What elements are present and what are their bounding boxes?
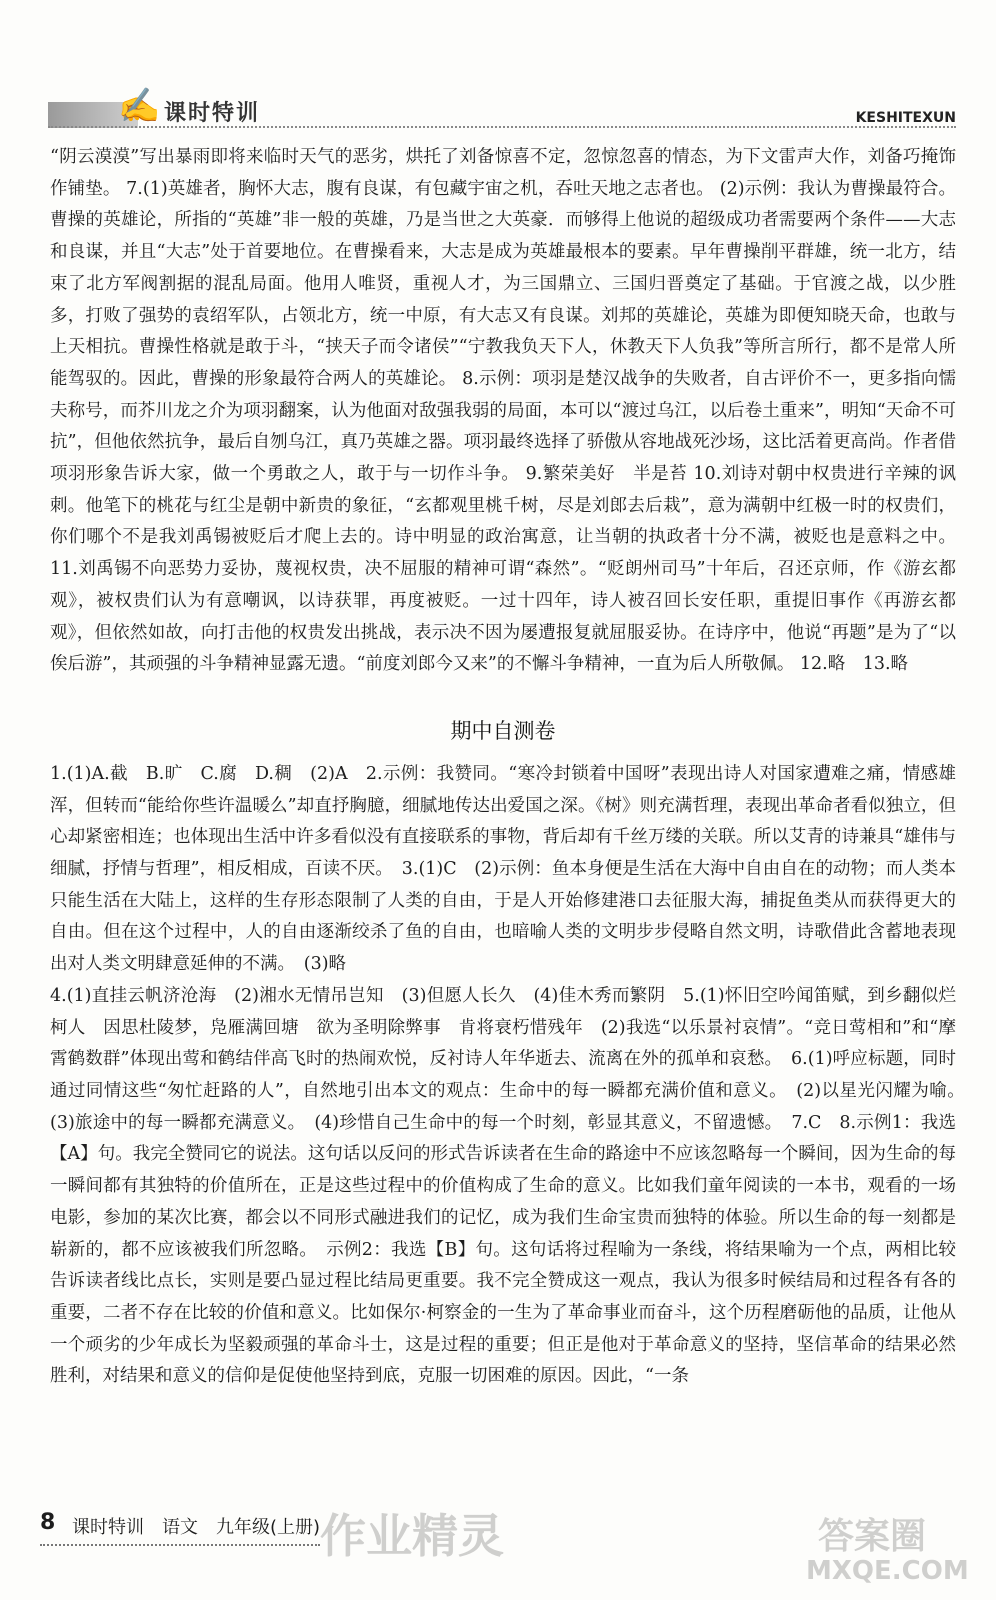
watermark-site: MXQE.COM xyxy=(806,1556,969,1586)
page-content xyxy=(50,142,974,1393)
watermark-logo: 答案圈 xyxy=(818,1516,927,1557)
page-header xyxy=(0,0,996,140)
answer-paragraph: 4.(1)直挂云帆济沧海 (2)湘水无情吊岂知 (3)但愿人长久 (4)佳木秀而繁阴 5.(1)怀旧空吟闻笛赋，到乡翻似烂柯人 因思杜陵梦，凫雁满回塘 欲为圣明除弊事 肯将衰朽惜残年 (2)我选“以乐景衬哀情”。“竞日莺相和”和“摩霄鹤数群”体现出莺和鹤结伴高飞时的热闹欢悦，反衬诗人年华逝去、流离在外的孤单和哀愁。 6.(1)呼应标题，同时通过同情这些“匆忙赶路的人”，自然地引出本文的观点：生命中的每一瞬都充满价值和意义。 (2)以星光闪耀为喻。 (3)旅途中的每一瞬都充满意义。 (4)珍惜自己生命中的每一个时刻，彰显其意义，不留遗憾。 7.C 8.示例1：我选【A】句。我完全赞同它的说法。这句话以反问的形式告诉读者在生命的路途中不应该忽略每一个瞬间，因为生命的每一瞬间都有其独特的价值所在，正是这些过程中的价值构成了生命的意义。比如我们童年阅读的一本书，观看的一场电影，参加的某次比赛，都会以不同形式融进我们的记忆，成为我们生命宝贵而独特的体验。所以生命的每一刻都是崭新的，都不应该被我们所忽略。 示例2：我选【B】句。这句话将过程喻为一条线，将结果喻为一个点，两相比较告诉读者线比点长，实则是要凸显过程比结局更重要。我不完全赞成这一观点，我认为很多时候结局和过程各有各的重要，二者不存在比较的价值和意义。比如保尔·柯察金的一生为了革命事业而奋斗，这个历程磨砺他的品质，让他从一个顽劣的少年成长为坚毅顽强的革命斗士，这是过程的重要；但正是他对于革命意义的坚持，坚信革命的结果必然胜利，对结果和意义的信仰是促使他坚持到底，克服一切困难的原因。因此，“一条 xyxy=(50,985,974,1387)
answer-paragraph: “阴云漠漠”写出暴雨即将来临时天气的恶劣，烘托了刘备惊喜不定，忽惊忽喜的情态，为下文雷声大作，刘备巧掩饰作铺垫。 7.(1)英雄者，胸怀大志，腹有良谋，有包藏宇宙之机，吞吐天地之志者也。 (2)示例：我认为曹操最符合。曹操的英雄论，所指的“英雄”非一般的英雄，乃是当世之大英豪．而够得上他说的超级成功者需要两个条件——大志和良谋，并且“大志”处于首要地位。在曹操看来，大志是成为英雄最根本的要素。早年曹操削平群雄，统一北方，结束了北方军阀割据的混乱局面。他用人唯贤，重视人才，为三国鼎立、三国归晋奠定了基础。于官渡之战，以少胜多，打败了强势的袁绍军队，占领北方，统一中原，有大志又有良谋。刘邦的英雄论，英雄为即便知晓天命，也敢与上天相抗。曹操性格就是敢于斗，“挟天子而令诸侯”“宁教我负天下人，休教天下人负我”等所言所行，都不是常人所能驾驭的。因此，曹操的形象最符合两人的英雄论。 8.示例：项羽是楚汉战争的失败者，自古评价不一，更多指向懦夫称号，而芥川龙之介为项羽翻案，认为他面对敌强我弱的局面，本可以“渡过乌江，以后卷土重来”，明知“天命不可抗”，但他依然抗争，最后自刎乌江，真乃英雄之器。项羽最终选择了骄傲从容地战死沙场，这比活着更高尚。作者借项羽形象告诉大家，做一个勇敢之人，敢于与一切作斗争。 9.繁荣美好 半是苔 10.刘诗对朝中权贵进行辛辣的讽刺。他笔下的桃花与红尘是朝中新贵的象征，“玄都观里桃千树，尽是刘郎去后栽”，意为满朝中红极一时的权贵们，你们哪个不是我刘禹锡被贬后才爬上去的。诗中明显的政治寓意，让当朝的执政者十分不满，被贬也是意料之中。 11.刘禹锡不向恶势力妥协，蔑视权贵，决不屈服的精神可谓“森然”。“贬朗州司马”十年后，召还京师，作《游玄都观》，被权贵们认为有意嘲讽，以诗获罪，再度被贬。一过十四年，诗人被召回长安任职，重提旧事作《再游玄都观》，但依然如故，向打击他的权贵发出挑战，表示决不因为屡遭报复就屈服妥协。在诗序中，他说“再题”是为了“以俟后游”，其顽强的斗争精神显露无遗。“前度刘郎今又来”的不懈斗争精神，一直为后人所敬佩。 12.略 13.略 xyxy=(50,147,956,675)
watermark-text: 作业精灵 xyxy=(320,1509,504,1563)
header-divider xyxy=(48,126,956,128)
answer-paragraph: 1.(1)A.截 B.旷 C.腐 D.稠 (2)A 2.示例：我赞同。“寒冷封锁着中国呀”表现出诗人对国家遭难之痛，情感雄浑，但转而“能给你些许温暖么”却直抒胸臆，细腻地传达出爱国之深。《树》则充满哲理，表现出革命者看似独立，但心却紧密相连；也体现出生活中许多看似没有直接联系的事物，背后却有千丝万缕的关联。所以艾青的诗兼具“雄伟与细腻，抒情与哲理”，相反相成，百读不厌。 3.(1)C (2)示例：鱼本身便是生活在大海中自由自在的动物；而人类本只能生活在大陆上，这样的生存形态限制了人类的自由，于是人开始修建港口去征服大海，捕捉鱼类从而获得更大的自由。但在这个过程中，人的自由逐渐绞杀了鱼的自由，也暗喻人类的文明步步侵略自然文明，诗歌借此含蓄地表现出对人类文明肆意延伸的不满。 (3)略 xyxy=(50,763,956,975)
pen-icon: ✍ xyxy=(118,86,161,126)
footer-divider xyxy=(40,1544,320,1546)
header-right-label: KESHITEXUN xyxy=(855,110,956,126)
header-title: 课时特训 xyxy=(164,100,261,126)
section-title: 期中自测卷 xyxy=(450,718,556,743)
page-number: 8 xyxy=(40,1510,56,1535)
footer-text: 课时特训 语文 九年级(上册) xyxy=(72,1517,321,1538)
